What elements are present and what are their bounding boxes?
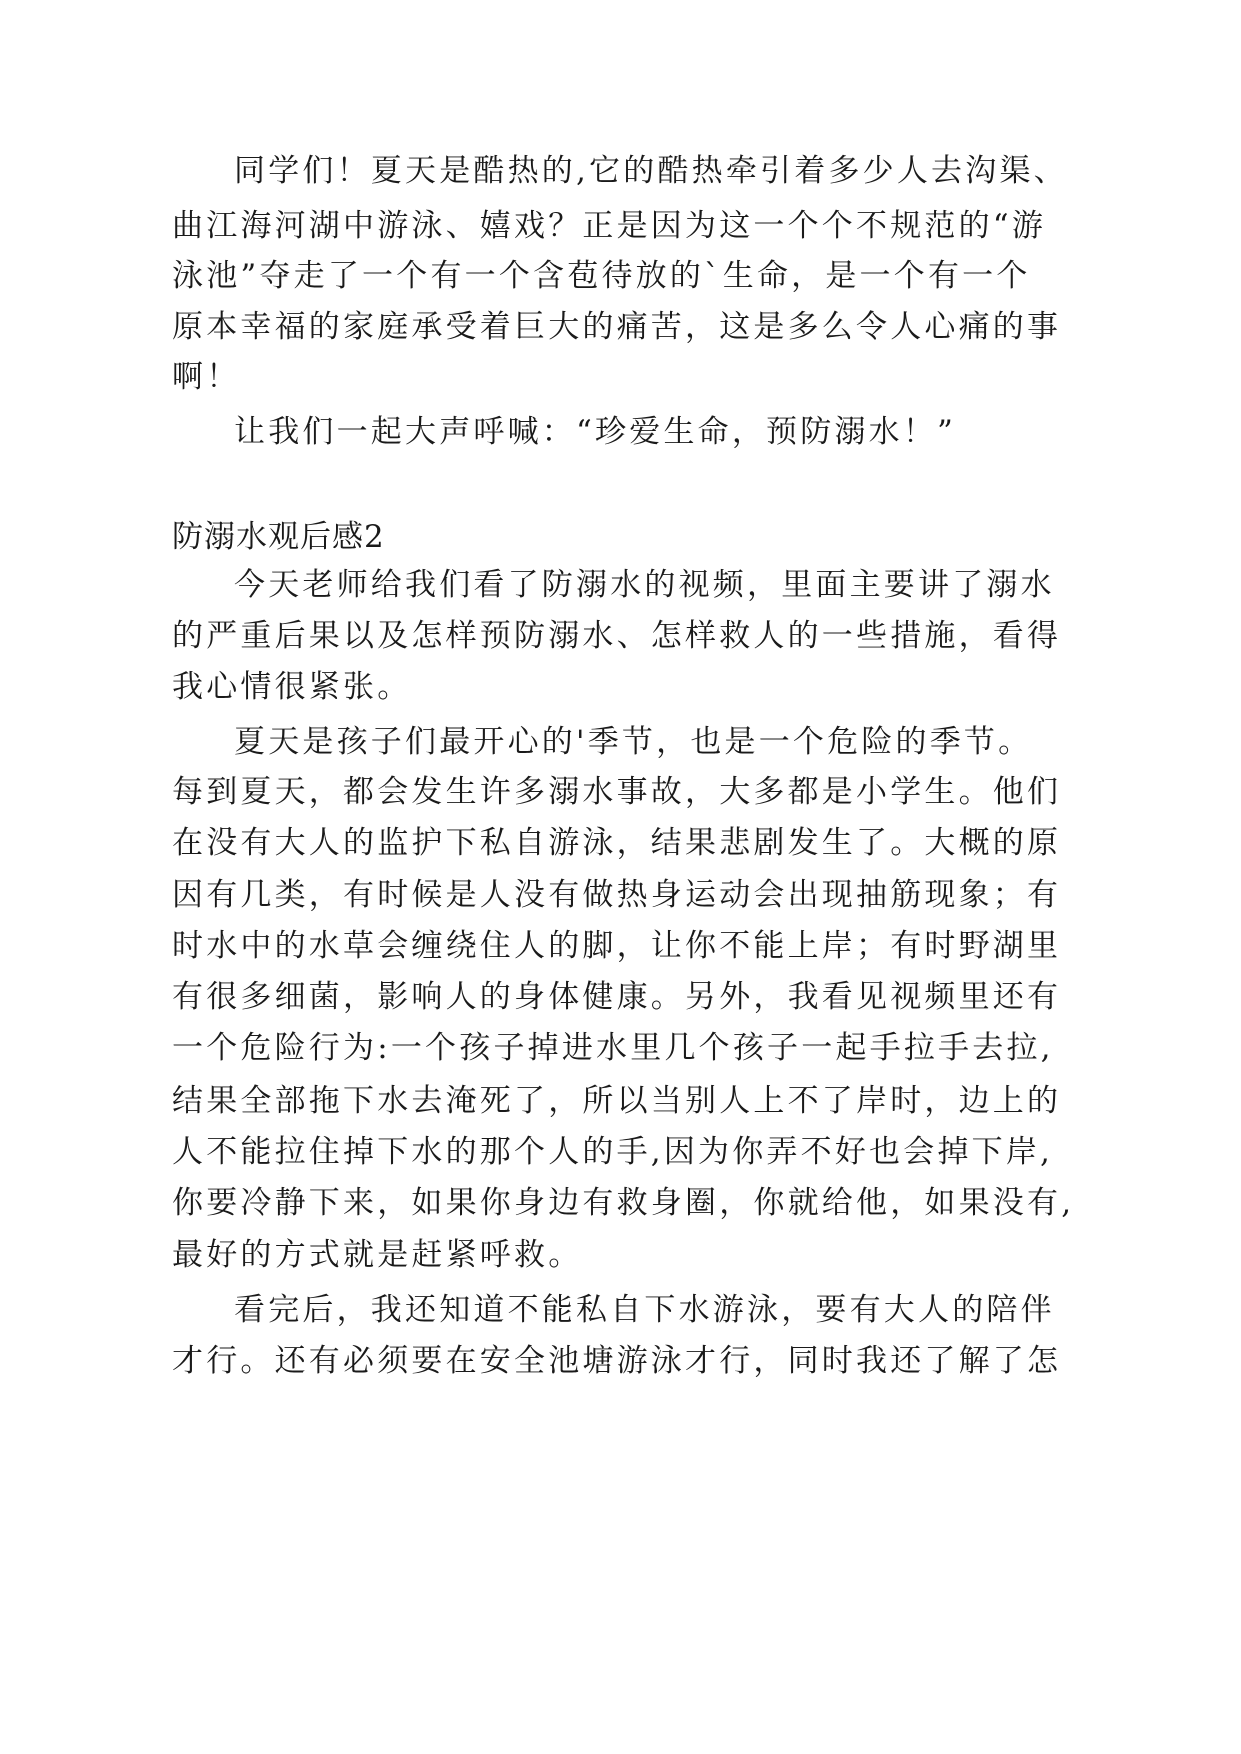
paragraph-line: 同学们！夏天是酷热的,它的酷热牵引着多少人去沟渠、 (234, 153, 1068, 189)
paragraph-line: 啊！ (172, 359, 241, 395)
paragraph-line: 时水中的水草会缠绕住人的脚，让你不能上岸；有时野湖里 (172, 928, 1062, 964)
paragraph-line: 在没有大人的监护下私自游泳，结果悲剧发生了。大概的原 (172, 825, 1062, 861)
paragraph-line: 你要冷静下来，如果你身边有救身圈，你就给他，如果没有, (172, 1185, 1075, 1221)
paragraph-line: 的严重后果以及怎样预防溺水、怎样救人的一些措施，看得 (172, 618, 1062, 654)
paragraph-line: 最好的方式就是赶紧呼救。 (172, 1237, 583, 1273)
paragraph-line: 让我们一起大声呼喊：“珍爱生命，预防溺水！” (234, 414, 957, 450)
paragraph-line: 人不能拉住掉下水的那个人的手,因为你弄不好也会掉下岸, (172, 1134, 1054, 1170)
paragraph-line: 夏天是孩子们最开心的'季节，也是一个危险的季节。 (234, 724, 1033, 760)
paragraph-line: 原本幸福的家庭承受着巨大的痛苦，这是多么令人心痛的事 (172, 309, 1062, 345)
paragraph-line: 一个危险行为:一个孩子掉进水里几个孩子一起手拉手去拉, (172, 1030, 1054, 1066)
paragraph-line: 曲江海河湖中游泳、嬉戏？正是因为这一个个不规范的“游 (172, 208, 1047, 244)
paragraph-line: 有很多细菌，影响人的身体健康。另外，我看见视频里还有 (172, 979, 1062, 1015)
paragraph-line: 因有几类，有时候是人没有做热身运动会出现抽筋现象；有 (172, 877, 1062, 913)
paragraph-line: 结果全部拖下水去淹死了，所以当别人上不了岸时，边上的 (172, 1083, 1062, 1119)
section-title: 防溺水观后感2 (172, 519, 385, 555)
paragraph-line: 我心情很紧张。 (172, 669, 412, 705)
paragraph-line: 今天老师给我们看了防溺水的视频，里面主要讲了溺水 (234, 567, 1055, 603)
paragraph-line: 每到夏天，都会发生许多溺水事故，大多都是小学生。他们 (172, 774, 1062, 810)
paragraph-line: 泳池”夺走了一个有一个含苞待放的`生命，是一个有一个 (172, 258, 1031, 294)
paragraph-line: 才行。还有必须要在安全池塘游泳才行，同时我还了解了怎 (172, 1343, 1062, 1379)
paragraph-line: 看完后，我还知道不能私自下水游泳，要有大人的陪伴 (234, 1292, 1055, 1328)
